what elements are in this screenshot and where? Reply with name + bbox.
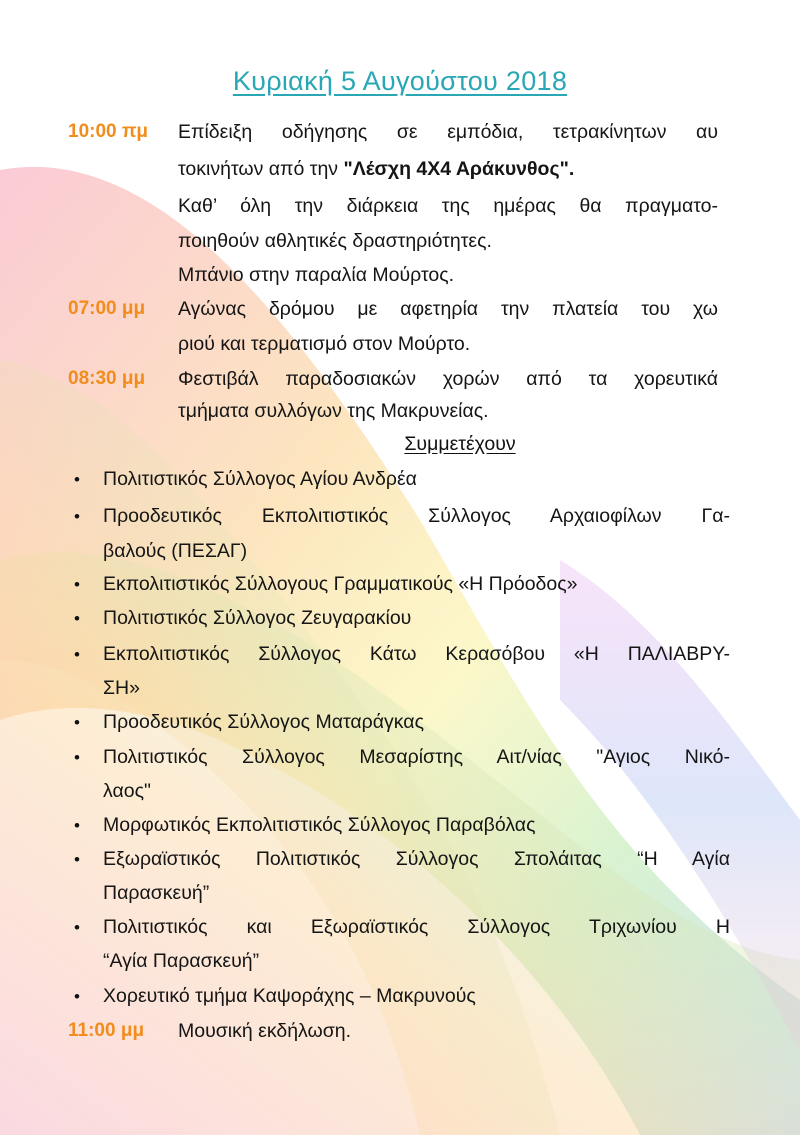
event-line: ποιηθούν αθλητικές δραστηριότητες.: [178, 230, 492, 252]
participant-line: ΣΗ»: [103, 677, 140, 699]
participant-line: βαλούς (ΠΕΣΑΓ): [103, 540, 248, 562]
bullet: •: [74, 987, 80, 1006]
bullet: •: [74, 850, 80, 869]
participant-line: Πολιτιστικός Σύλλογος Ζευγαρακίου: [103, 607, 412, 629]
bullet: •: [74, 713, 80, 732]
club-name: "Λέσχη 4Χ4 Αράκυνθος".: [343, 158, 575, 180]
participant-line: Χορευτικό τμήμα Καψοράχης – Μακρυνούς: [103, 985, 476, 1007]
bullet: •: [74, 470, 80, 489]
event-time: 10:00 πμ: [68, 121, 149, 142]
bullet: •: [74, 918, 80, 937]
participant-line: Μορφωτικός Εκπολιτιστικός Σύλλογος Παραβόλας: [103, 814, 536, 836]
event-line: Μουσική εκδήλωση.: [178, 1020, 352, 1042]
bullet: •: [74, 748, 80, 767]
bullet: •: [74, 609, 80, 628]
event-line: Καθ’ όλη την διάρκεια της ημέρας θα πραγματο-: [178, 195, 718, 217]
event-line: [178, 158, 574, 181]
event-line: ριού και τερματισμό στον Μούρτο.: [178, 333, 471, 355]
participants-heading: Συμμετέχουν: [404, 433, 516, 455]
participant-line: Πολιτιστικός Σύλλογος Μεσαρίστης Αιτ/νίας "Αγιος Νικό-: [103, 746, 730, 768]
event-line: Μπάνιο στην παραλία Μούρτος.: [178, 264, 455, 286]
event-line: Φεστιβάλ παραδοσιακών χορών από τα χορευτικά: [178, 368, 718, 390]
bullet: •: [74, 575, 80, 594]
participant-line: λαος": [103, 780, 151, 802]
event-line: Αγώνας δρόμου με αφετηρία την πλατεία του χω: [178, 298, 718, 320]
page-title: Κυριακή 5 Αυγούστου 2018: [232, 66, 568, 96]
participant-line: Εκπολιτιστικός Σύλλογος Κάτω Κερασόβου «Η ΠΑΛΙΑΒΡΥ-: [103, 643, 730, 665]
event-time: 07:00 μμ: [68, 298, 146, 319]
participant-line: “Αγία Παρασκευή”: [103, 950, 260, 972]
participant-line: Πολιτιστικός και Εξωραϊστικός Σύλλογος Τριχωνίου Η: [103, 916, 730, 938]
participant-line: Εκπολιτιστικός Σύλλογους Γραμματικούς «Η Πρόοδος»: [103, 573, 578, 595]
bullet: •: [74, 816, 80, 835]
bullet: •: [74, 507, 80, 526]
event-time: 11:00 μμ: [68, 1020, 145, 1041]
participant-line: Προοδευτικός Εκπολιτιστικός Σύλλογος Αρχαιοφίλων Γα-: [103, 505, 730, 527]
participant-line: Προοδευτικός Σύλλογος Ματαράγκας: [103, 711, 424, 733]
bullet: •: [74, 645, 80, 664]
participant-line: Παρασκευή”: [103, 882, 210, 904]
participant-line: Εξωραϊστικός Πολιτιστικός Σύλλογος Σπολάιτας “Η Αγία: [103, 848, 730, 870]
event-line: Επίδειξη οδήγησης σε εμπόδια, τετρακίνητων αυ: [178, 121, 718, 143]
event-line: τμήματα συλλόγων της Μακρυνείας.: [178, 400, 489, 422]
event-time: 08:30 μμ: [68, 368, 146, 389]
participant-line: Πολιτιστικός Σύλλογος Αγίου Ανδρέα: [103, 468, 417, 490]
event-line-text: τοκινήτων από την: [178, 158, 339, 180]
